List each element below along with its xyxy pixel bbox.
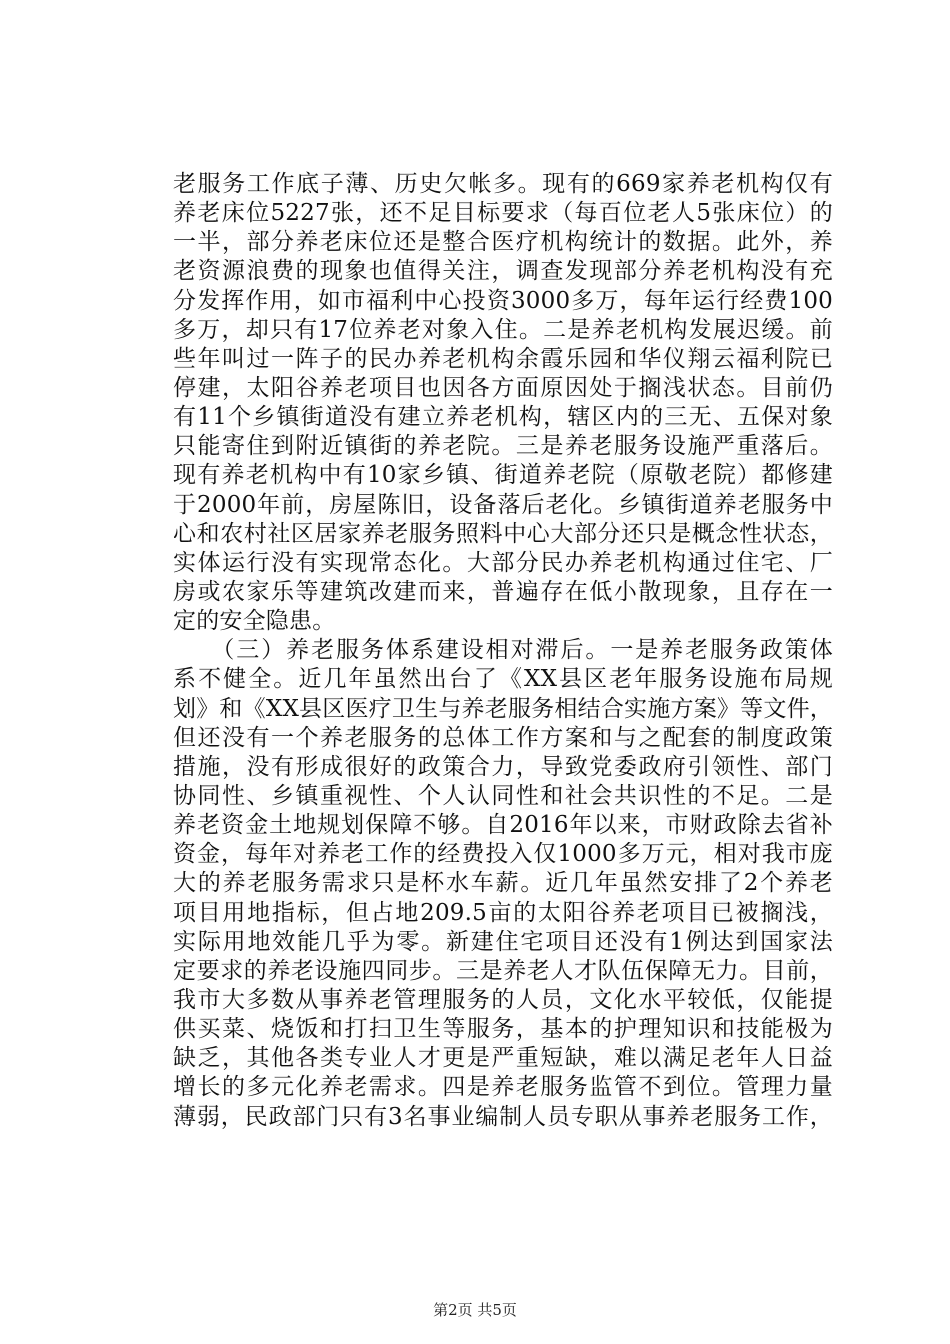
text-line: 实际用地效能几乎为零。新建住宅项目还没有1例达到国家法	[173, 928, 833, 955]
text-line: 只能寄住到附近镇街的养老院。三是养老服务设施严重落后。	[173, 433, 833, 460]
text-line: 我市大多数从事养老管理服务的人员，文化水平较低，仅能提	[173, 986, 833, 1013]
text-line: 但还没有一个养老服务的总体工作方案和与之配套的制度政策	[173, 724, 833, 751]
text-line: 些年叫过一阵子的民办养老机构余霞乐园和华仪翔云福利院已	[173, 345, 833, 372]
text-line: 多万，却只有17位养老对象入住。二是养老机构发展迟缓。前	[173, 316, 833, 343]
text-line: 实体运行没有实现常态化。大部分民办养老机构通过住宅、厂	[173, 549, 833, 576]
text-line: 增长的多元化养老需求。四是养老服务监管不到位。管理力量	[173, 1074, 833, 1101]
text-line: 一半，部分养老床位还是整合医疗机构统计的数据。此外，养	[173, 229, 833, 256]
text-line: 定要求的养老设施四同步。三是养老人才队伍保障无力。目前，	[173, 957, 833, 984]
text-line: 定的安全隐患。	[173, 608, 336, 635]
text-line: 有11个乡镇街道没有建立养老机构，辖区内的三无、五保对象	[173, 404, 833, 431]
text-line: 供买菜、烧饭和打扫卫生等服务，基本的护理知识和技能极为	[173, 1016, 833, 1043]
text-line: 分发挥作用，如市福利中心投资3000多万，每年运行经费100	[173, 287, 833, 314]
text-line: 养老资金土地规划保障不够。自2016年以来，市财政除去省补	[173, 812, 833, 839]
text-line: 资金，每年对养老工作的经费投入仅1000多万元，相对我市庞	[173, 841, 833, 868]
text-line: 房或农家乐等建筑改建而来，普遍存在低小散现象，且存在一	[173, 578, 833, 605]
text-line: 大的养老服务需求只是杯水车薪。近几年虽然安排了2个养老	[173, 870, 833, 897]
text-line: 项目用地指标，但占地209.5亩的太阳谷养老项目已被搁浅，	[173, 899, 833, 926]
text-line: 协同性、乡镇重视性、个人认同性和社会共识性的不足。二是	[173, 782, 833, 809]
text-line: 薄弱，民政部门只有3名事业编制人员专职从事养老服务工作，	[173, 1103, 833, 1130]
text-line: 划》和《XX县区医疗卫生与养老服务相结合实施方案》等文件，	[173, 695, 833, 722]
text-line: 心和农村社区居家养老服务照料中心大部分还只是概念性状态，	[173, 520, 833, 547]
text-line: 现有养老机构中有10家乡镇、街道养老院（原敬老院）都修建	[173, 462, 833, 489]
text-line: 老服务工作底子薄、历史欠帐多。现有的669家养老机构仅有	[173, 171, 833, 197]
text-line: 养老床位5227张，还不足目标要求（每百位老人5张床位）的	[173, 200, 833, 227]
text-line: 系不健全。近几年虽然出台了《XX县区老年服务设施布局规	[173, 666, 833, 693]
text-line: （三）养老服务体系建设相对滞后。一是养老服务政策体	[173, 637, 833, 664]
text-line: 缺乏，其他各类专业人才更是严重短缺，难以满足老年人日益	[173, 1045, 833, 1072]
text-line: 措施，没有形成很好的政策合力，导致党委政府引领性、部门	[173, 753, 833, 780]
text-line: 停建，太阳谷养老项目也因各方面原因处于搁浅状态。目前仍	[173, 374, 833, 401]
body-text	[173, 170, 833, 1132]
text-line: 于2000年前，房屋陈旧，设备落后老化。乡镇街道养老服务中	[173, 491, 833, 518]
page-footer: 第2页 共5页	[433, 1301, 517, 1319]
text-line: 老资源浪费的现象也值得关注，调查发现部分养老机构没有充	[173, 258, 833, 285]
